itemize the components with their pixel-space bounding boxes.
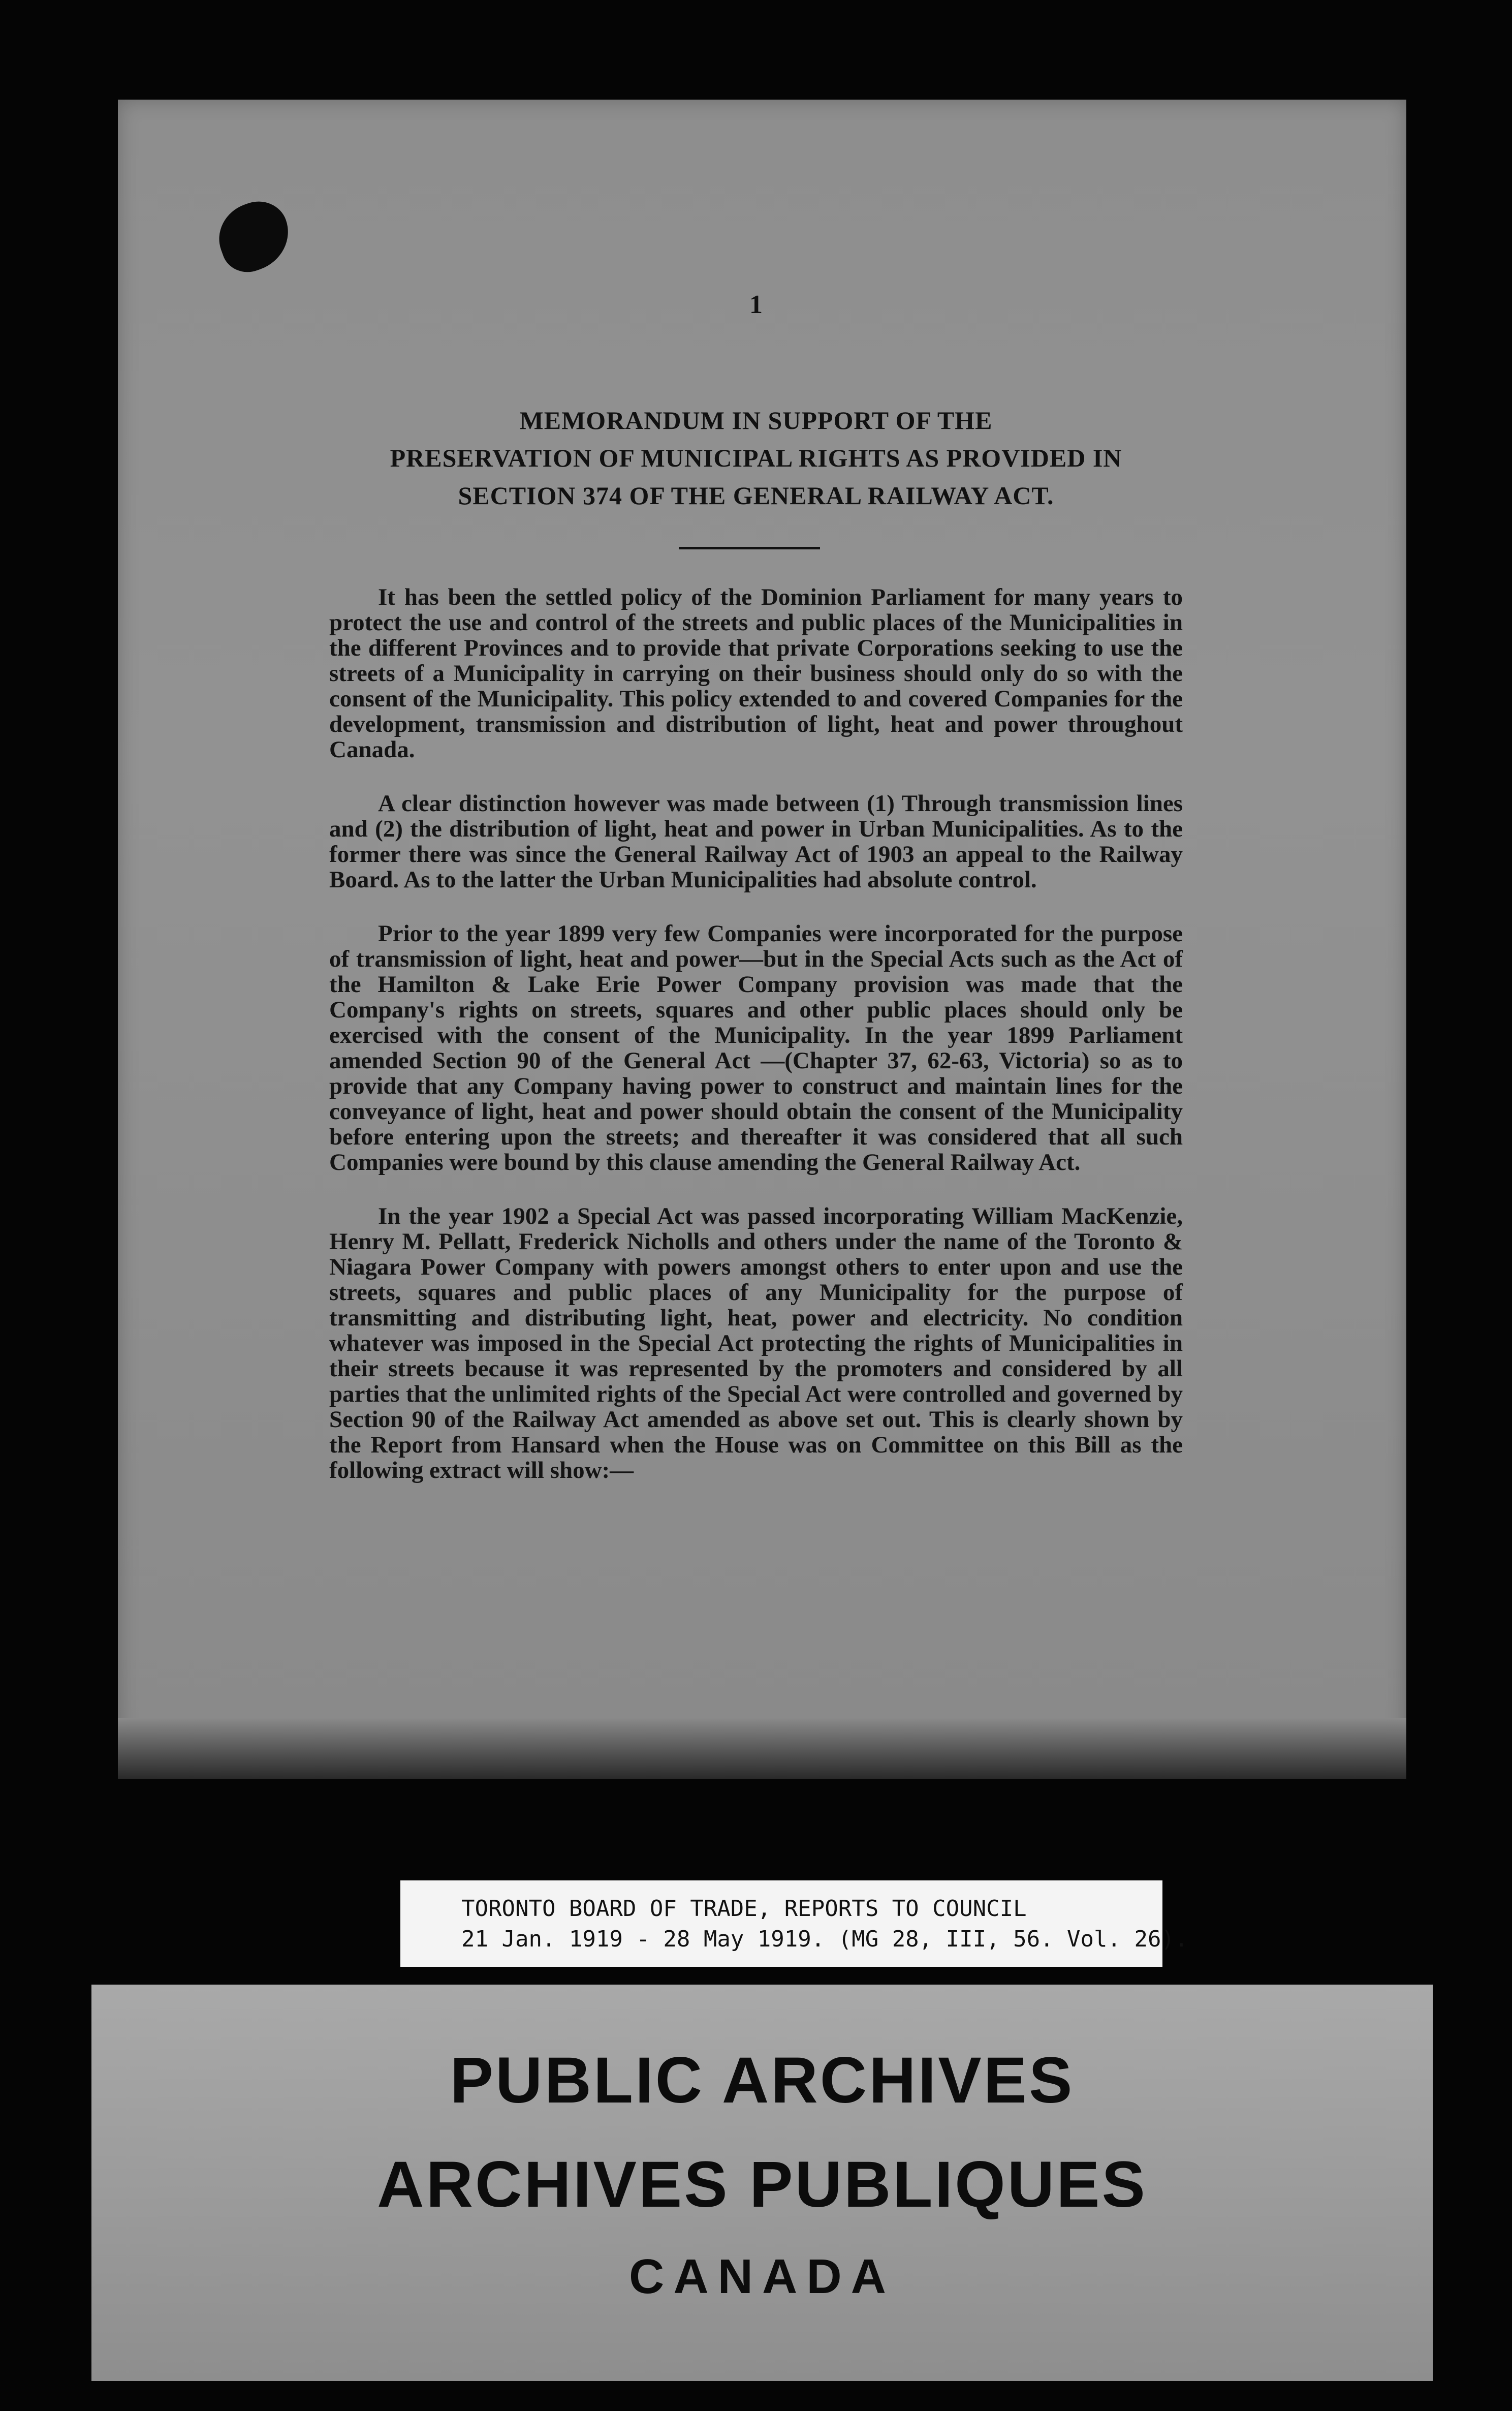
title-line: MEMORANDUM IN SUPPORT OF THE [519, 406, 993, 435]
body-paragraph: It has been the settled policy of the Dominion Parliament for many years to protect the use and control of the streets and public places of the Municipalities in the different Provinces and to provide that private Corporations seeking to use the streets of a Municipality in carrying on their business should only do so with the consent of the Municipality. This policy extended to and covered Companies for the development, transmission and distribution of light, heat and power throughout Canada. [329, 584, 1183, 763]
title-line: SECTION 374 OF THE GENERAL RAILWAY ACT. [458, 481, 1054, 510]
title-line: PRESERVATION OF MUNICIPAL RIGHTS AS PROVIDED IN [390, 444, 1122, 472]
body-paragraph: A clear distinction however was made between (1) Through transmission lines and (2) the distribution of light, heat and power in Urban Municipalities. As to the former there was since the General Railway Act of 1903 an appeal to the Railway Board. As to the latter the Urban Municipalities had absolute control. [329, 790, 1183, 893]
archive-label-line: TORONTO BOARD OF TRADE, REPORTS TO COUNCIL [461, 1896, 1027, 1922]
page-number: 1 [749, 290, 763, 319]
stamp-line-country: CANADA [629, 2249, 895, 2304]
public-archives-stamp [91, 1985, 1433, 2381]
stamp-line-french: ARCHIVES PUBLIQUES [377, 2148, 1147, 2221]
archive-reference-label [400, 1880, 1188, 1967]
page-bottom-edge [118, 1718, 1406, 1779]
memorandum-body [329, 584, 1183, 1511]
stamp-line-english: PUBLIC ARCHIVES [450, 2044, 1075, 2117]
title-divider [679, 547, 820, 549]
archive-label-line: 21 Jan. 1919 - 28 May 1919. (MG 28, III, 56. Vol. 26). [461, 1926, 1188, 1952]
memorandum-title [0, 401, 1512, 514]
body-paragraph: Prior to the year 1899 very few Companies were incorporated for the purpose of transmission of light, heat and power—but in the Special Acts such as the Act of the Hamilton & Lake Erie Power Company provision was made that the Company's rights on streets, squares and other public places should only be exercised with the consent of the Municipality. In the year 1899 Parliament amended Section 90 of the General Act —(Chapter 37, 62-63, Victoria) so as to provide that any Company having power to construct and maintain lines for the conveyance of light, heat and power should obtain the consent of the Municipality before entering upon the streets; and thereafter it was considered that all such Companies were bound by this clause amending the General Railway Act. [329, 920, 1183, 1176]
body-paragraph: In the year 1902 a Special Act was passed incorporating William MacKenzie, Henry M. Pellatt, Frederick Nicholls and others under the name of the Toronto & Niagara Power Company with powers amongst others to enter upon and use the streets, squares and public places of any Municipality for the purpose of transmitting and distributing light, heat, power and electricity. No condition whatever was imposed in the Special Act protecting the rights of Municipalities in their streets because it was represented by the promoters and considered by all parties that the unlimited rights of the Special Act were controlled and governed by Section 90 of the Railway Act amended as above set out. This is clearly shown by the Report from Hansard when the House was on Committee on this Bill as the following extract will show:— [329, 1203, 1183, 1483]
